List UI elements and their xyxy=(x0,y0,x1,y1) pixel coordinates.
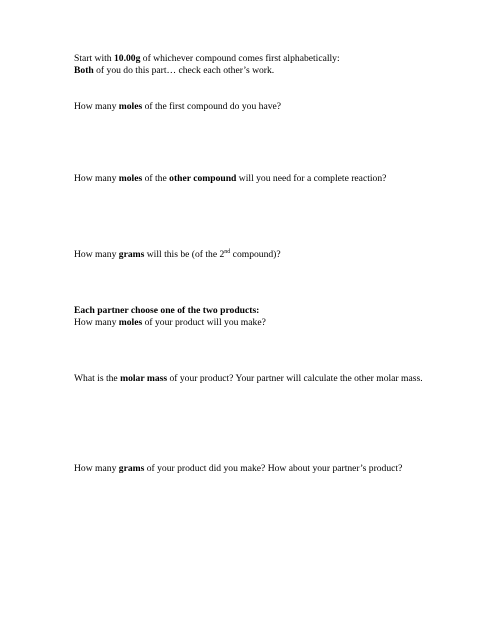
intro-instructions xyxy=(74,53,434,77)
product-section-heading: Each partner choose one of the two products: xyxy=(74,305,260,316)
question-grams-product: How many grams of your product did you make? How about your partner’s product? xyxy=(74,463,403,474)
question-molar-mass: What is the molar mass of your product? Your partner will calculate the other molar mass. xyxy=(74,373,423,384)
product-section xyxy=(74,305,434,329)
question-moles-first-compound: How many moles of the first compound do you have? xyxy=(74,101,282,112)
intro-line-1: Start with 10.00g of whichever compound comes first alphabetically: xyxy=(74,53,340,64)
starting-mass: 10.00g xyxy=(113,53,141,64)
question-grams-second-compound: How many grams will this be (of the 2nd compound)? xyxy=(74,249,281,260)
question-moles-product: How many moles of your product will you make? xyxy=(74,317,266,328)
question-moles-other-compound: How many moles of the other compound will you need for a complete reaction? xyxy=(74,173,387,184)
intro-line-2: Both of you do this part… check each other’s work. xyxy=(74,65,275,76)
